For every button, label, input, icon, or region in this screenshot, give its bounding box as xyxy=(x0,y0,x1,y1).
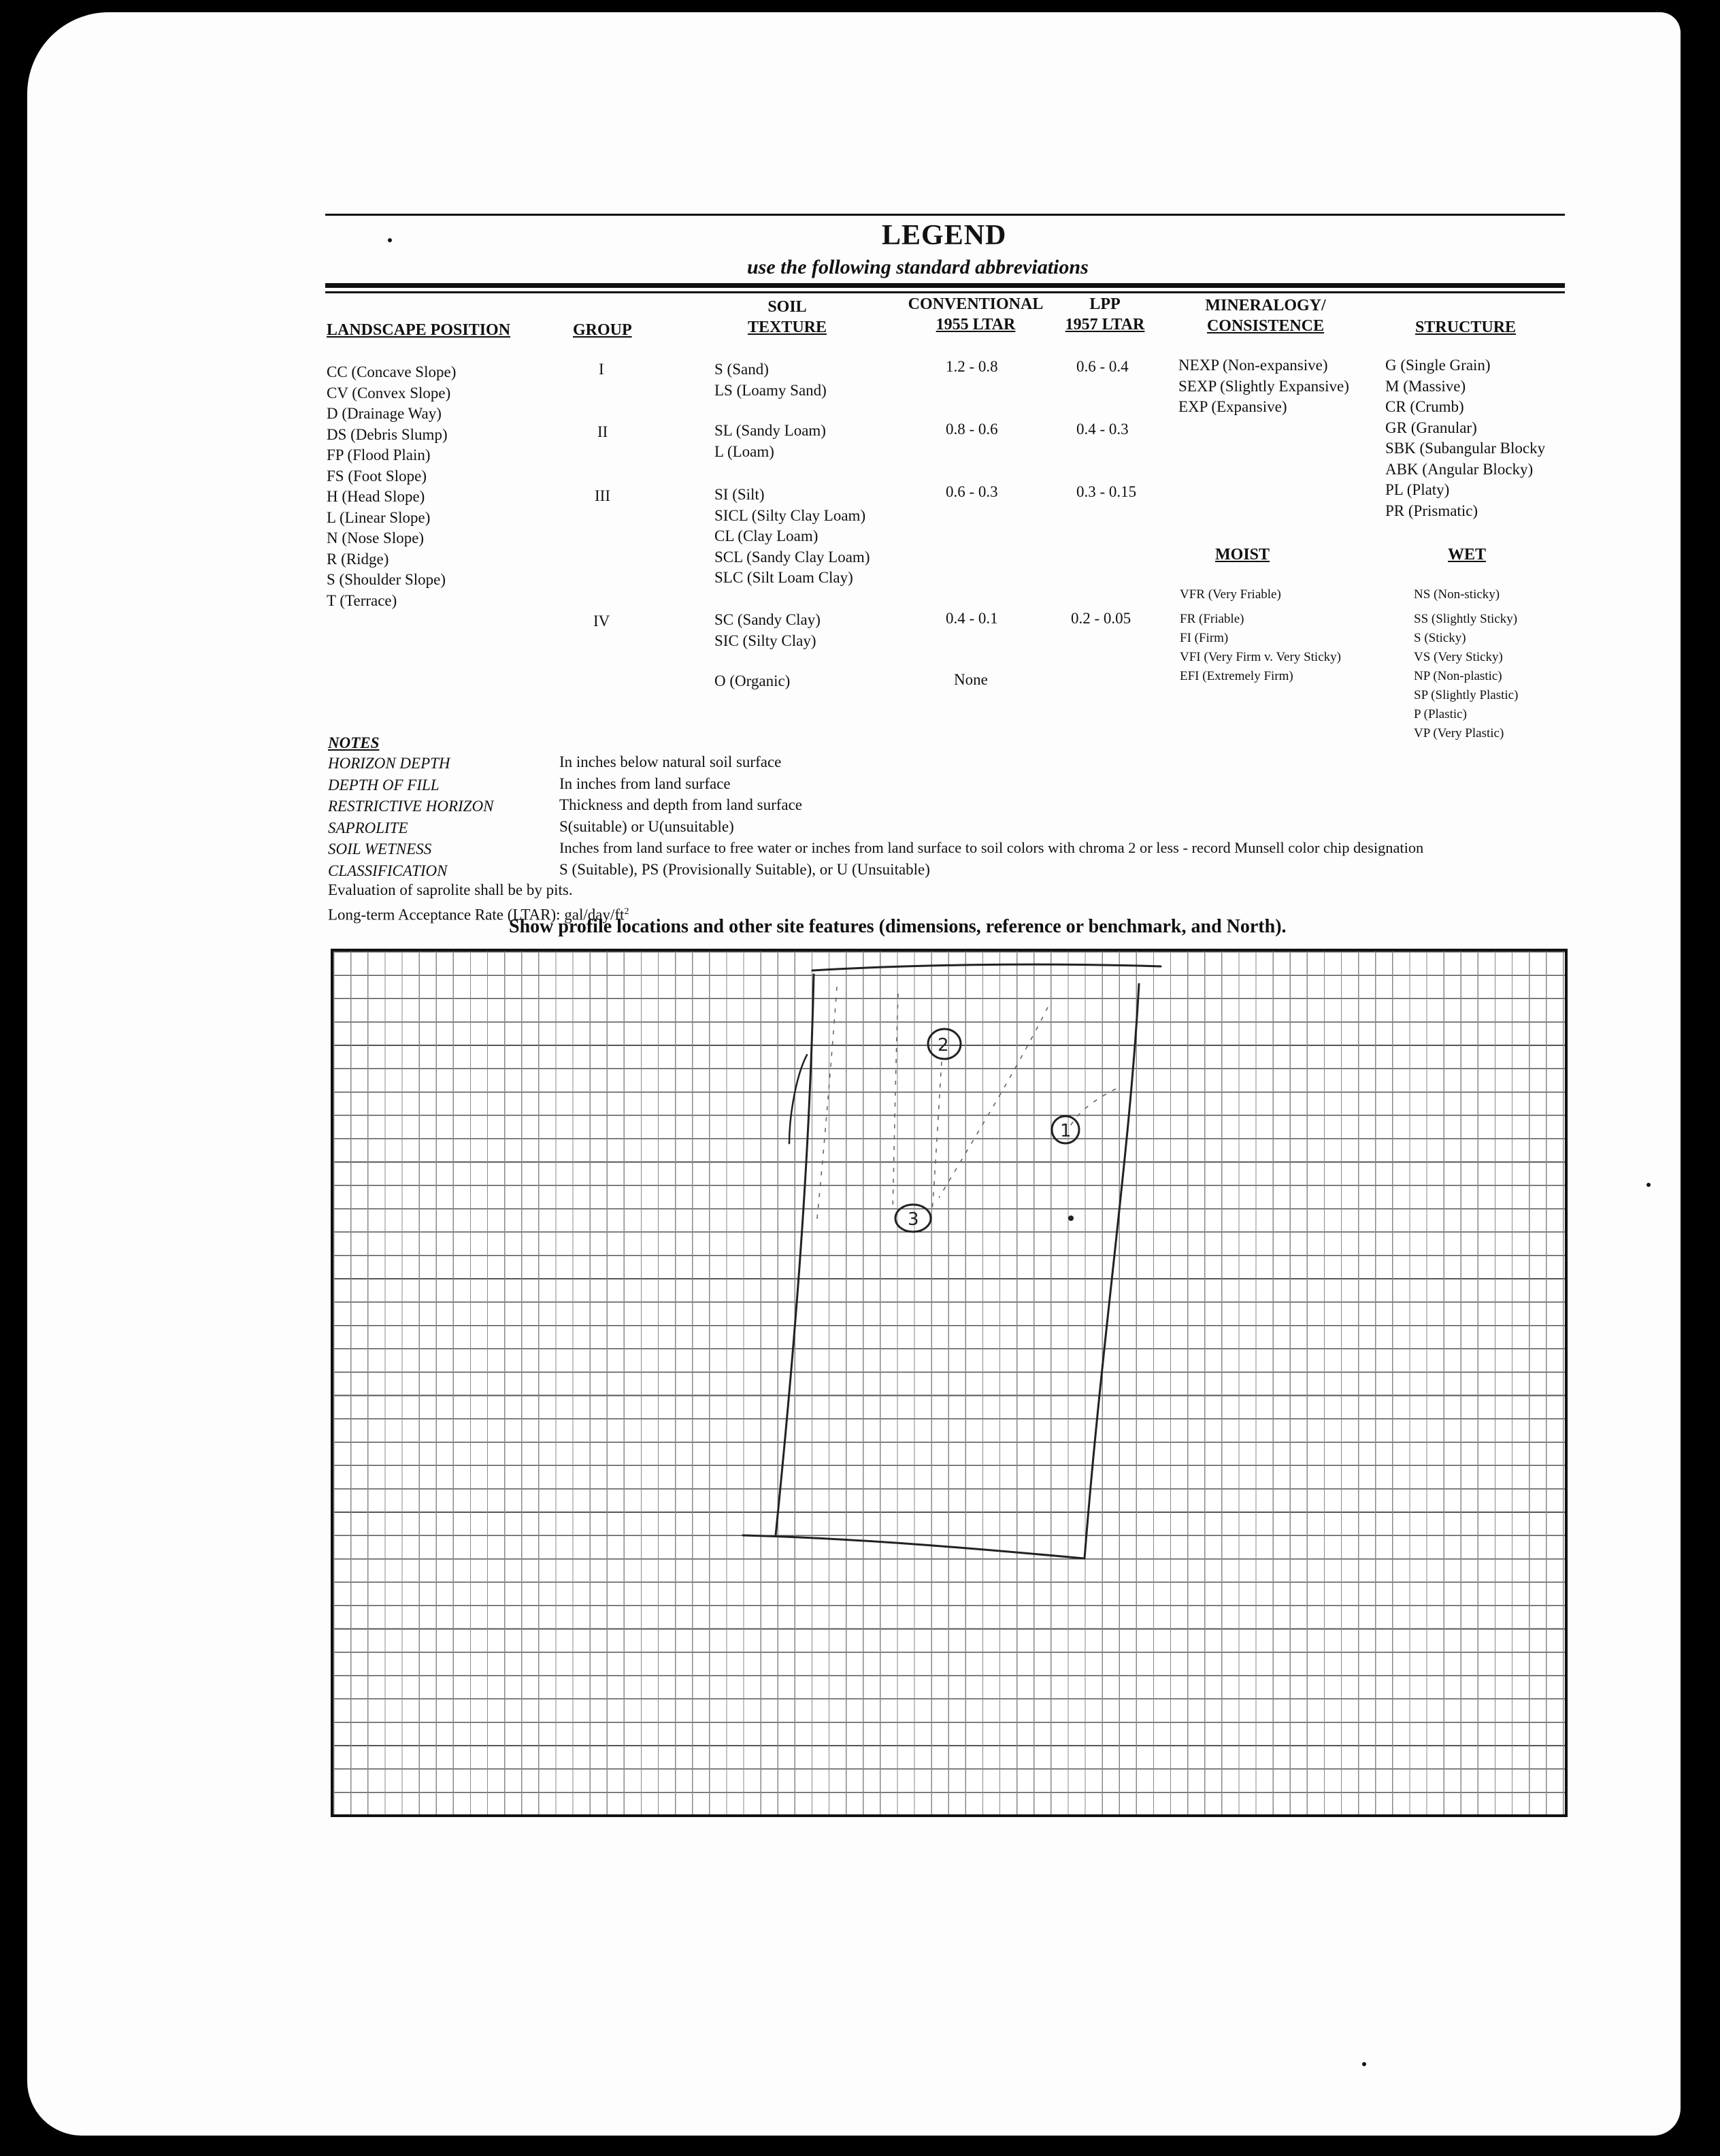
list-item: S (Sticky) xyxy=(1414,631,1466,645)
list-item: M (Massive) xyxy=(1385,377,1466,395)
note-label: RESTRICTIVE HORIZON xyxy=(328,798,494,815)
saprolite-evaluation-note: Evaluation of saprolite shall be by pits. xyxy=(328,881,573,898)
list-item: VS (Very Sticky) xyxy=(1414,650,1503,664)
list-item: FP (Flood Plain) xyxy=(327,446,431,463)
list-item: PL (Platy) xyxy=(1385,481,1450,498)
conventional-ii: 0.8 - 0.6 xyxy=(946,421,998,438)
header-moist: MOIST xyxy=(1215,546,1270,564)
conventional-i: 1.2 - 0.8 xyxy=(946,358,998,375)
list-item: D (Drainage Way) xyxy=(327,405,442,422)
header-lpp: LPP 1957 LTAR xyxy=(1065,295,1145,333)
note-label: HORIZON DEPTH xyxy=(328,755,450,772)
sketch-bottom-edge xyxy=(743,1535,1085,1558)
header-mineralogy: MINERALOGY/ CONSISTENCE xyxy=(1205,297,1326,335)
list-item: NEXP (Non-expansive) xyxy=(1178,357,1328,374)
note-value: Thickness and depth from land surface xyxy=(559,796,803,813)
conventional-organic: None xyxy=(954,671,988,688)
list-item: S (Sand) xyxy=(714,361,769,378)
list-item: LS (Loamy Sand) xyxy=(714,381,827,399)
note-value: S(suitable) or U(unsuitable) xyxy=(559,817,734,835)
list-item: SI (Silt) xyxy=(714,486,765,503)
notes-heading: NOTES xyxy=(328,734,380,751)
list-item: VP (Very Plastic) xyxy=(1414,726,1504,740)
site-sketch-instruction: Show profile locations and other site features (dimensions, reference or benchmark, and North). xyxy=(509,916,1287,937)
list-item: G (Single Grain) xyxy=(1385,357,1491,374)
list-item: CR (Crumb) xyxy=(1385,398,1464,415)
moist-item-vfr: VFR (Very Friable) xyxy=(1180,587,1281,602)
list-item: SL (Sandy Loam) xyxy=(714,422,826,439)
list-item: N (Nose Slope) xyxy=(327,529,425,546)
note-value: In inches from land surface xyxy=(559,774,731,792)
note-label: DEPTH OF FILL xyxy=(328,776,440,794)
note-value: In inches below natural soil surface xyxy=(559,753,782,770)
scan-speck xyxy=(388,238,392,242)
list-item: SS (Slightly Sticky) xyxy=(1414,612,1518,626)
list-item: SC (Sandy Clay) xyxy=(714,611,821,628)
list-item: L (Loam) xyxy=(714,442,774,460)
header-soil-texture: SOIL TEXTURE xyxy=(747,298,827,336)
list-item: EXP (Expansive) xyxy=(1178,398,1287,415)
sketch-left-edge xyxy=(776,975,814,1535)
list-item: R (Ridge) xyxy=(327,550,389,568)
header-wet: WET xyxy=(1448,546,1487,564)
note-label: SAPROLITE xyxy=(328,819,408,836)
sketch-right-edge xyxy=(1085,984,1139,1558)
list-item: SBK (Subangular Blocky xyxy=(1385,440,1546,457)
group-i: I xyxy=(599,361,604,378)
wet-item-ns: NS (Non-sticky) xyxy=(1414,587,1500,602)
note-value: Inches from land surface to free water or inches from land surface to soil colors with chroma 2 or less - record Munsell color chip designation xyxy=(559,839,1424,856)
list-item: T (Terrace) xyxy=(327,591,397,609)
list-item: NP (Non-plastic) xyxy=(1414,669,1502,683)
list-item: GR (Granular) xyxy=(1385,419,1477,436)
list-item: EFI (Extremely Firm) xyxy=(1180,669,1293,683)
list-item: FI (Firm) xyxy=(1180,631,1229,645)
header-structure: STRUCTURE xyxy=(1415,318,1517,336)
note-value: S (Suitable), PS (Provisionally Suitable), or U (Unsuitable) xyxy=(559,860,930,878)
list-item: CC (Concave Slope) xyxy=(327,363,457,380)
list-item: SLC (Silt Loam Clay) xyxy=(714,569,853,586)
scan-speck xyxy=(1647,1183,1651,1187)
profile-label-2: 2 xyxy=(938,1035,949,1056)
list-item: CL (Clay Loam) xyxy=(714,527,818,544)
header-landscape: LANDSCAPE POSITION xyxy=(327,321,511,339)
list-item: L (Linear Slope) xyxy=(327,508,431,526)
list-item: PR (Prismatic) xyxy=(1385,502,1478,519)
ltar-note: Long-term Acceptance Rate (LTAR): gal/$day/ft^2$ xyxy=(328,906,629,924)
sketch-outline xyxy=(812,964,1161,970)
sketch-dot xyxy=(1068,1215,1074,1221)
group-ii: II xyxy=(597,423,608,440)
lpp-iv: 0.2 - 0.05 xyxy=(1071,610,1131,627)
list-item: DS (Debris Slump) xyxy=(327,425,448,443)
group-iii: III xyxy=(595,487,610,504)
group-iv: IV xyxy=(593,612,610,630)
sketch-left-stroke xyxy=(789,1055,807,1143)
list-item: FR (Friable) xyxy=(1180,612,1244,626)
list-item: CV (Convex Slope) xyxy=(327,384,451,402)
conventional-iii: 0.6 - 0.3 xyxy=(946,483,998,500)
header-conventional: CONVENTIONAL 1955 LTAR xyxy=(908,295,1044,333)
legend-title: LEGEND xyxy=(882,220,1007,251)
note-label: SOIL WETNESS xyxy=(328,840,432,858)
legend-subtitle: use the following standard abbreviations xyxy=(747,256,1089,278)
list-item: SP (Slightly Plastic) xyxy=(1414,688,1519,702)
list-item: S (Shoulder Slope) xyxy=(327,571,446,588)
list-item: SEXP (Slightly Expansive) xyxy=(1178,377,1349,395)
note-label: CLASSIFICATION xyxy=(328,862,448,879)
list-item: VFI (Very Firm v. Very Sticky) xyxy=(1180,650,1341,664)
profile-label-1: 1 xyxy=(1060,1121,1072,1141)
list-item: ABK (Angular Blocky) xyxy=(1385,460,1534,478)
header-group: GROUP xyxy=(573,321,632,339)
lpp-i: 0.6 - 0.4 xyxy=(1076,358,1129,375)
list-item: SIC (Silty Clay) xyxy=(714,632,816,649)
profile-label-3: 3 xyxy=(908,1209,919,1230)
lpp-ii: 0.4 - 0.3 xyxy=(1076,421,1129,438)
list-item: FS (Foot Slope) xyxy=(327,467,427,485)
conventional-iv: 0.4 - 0.1 xyxy=(946,610,998,627)
list-item: H (Head Slope) xyxy=(327,488,425,505)
list-item: SCL (Sandy Clay Loam) xyxy=(714,548,870,566)
list-item: SICL (Silty Clay Loam) xyxy=(714,506,866,524)
texture-organic: O (Organic) xyxy=(714,672,791,689)
lpp-iii: 0.3 - 0.15 xyxy=(1076,483,1137,500)
scan-speck xyxy=(1362,2062,1366,2066)
list-item: P (Plastic) xyxy=(1414,707,1467,721)
